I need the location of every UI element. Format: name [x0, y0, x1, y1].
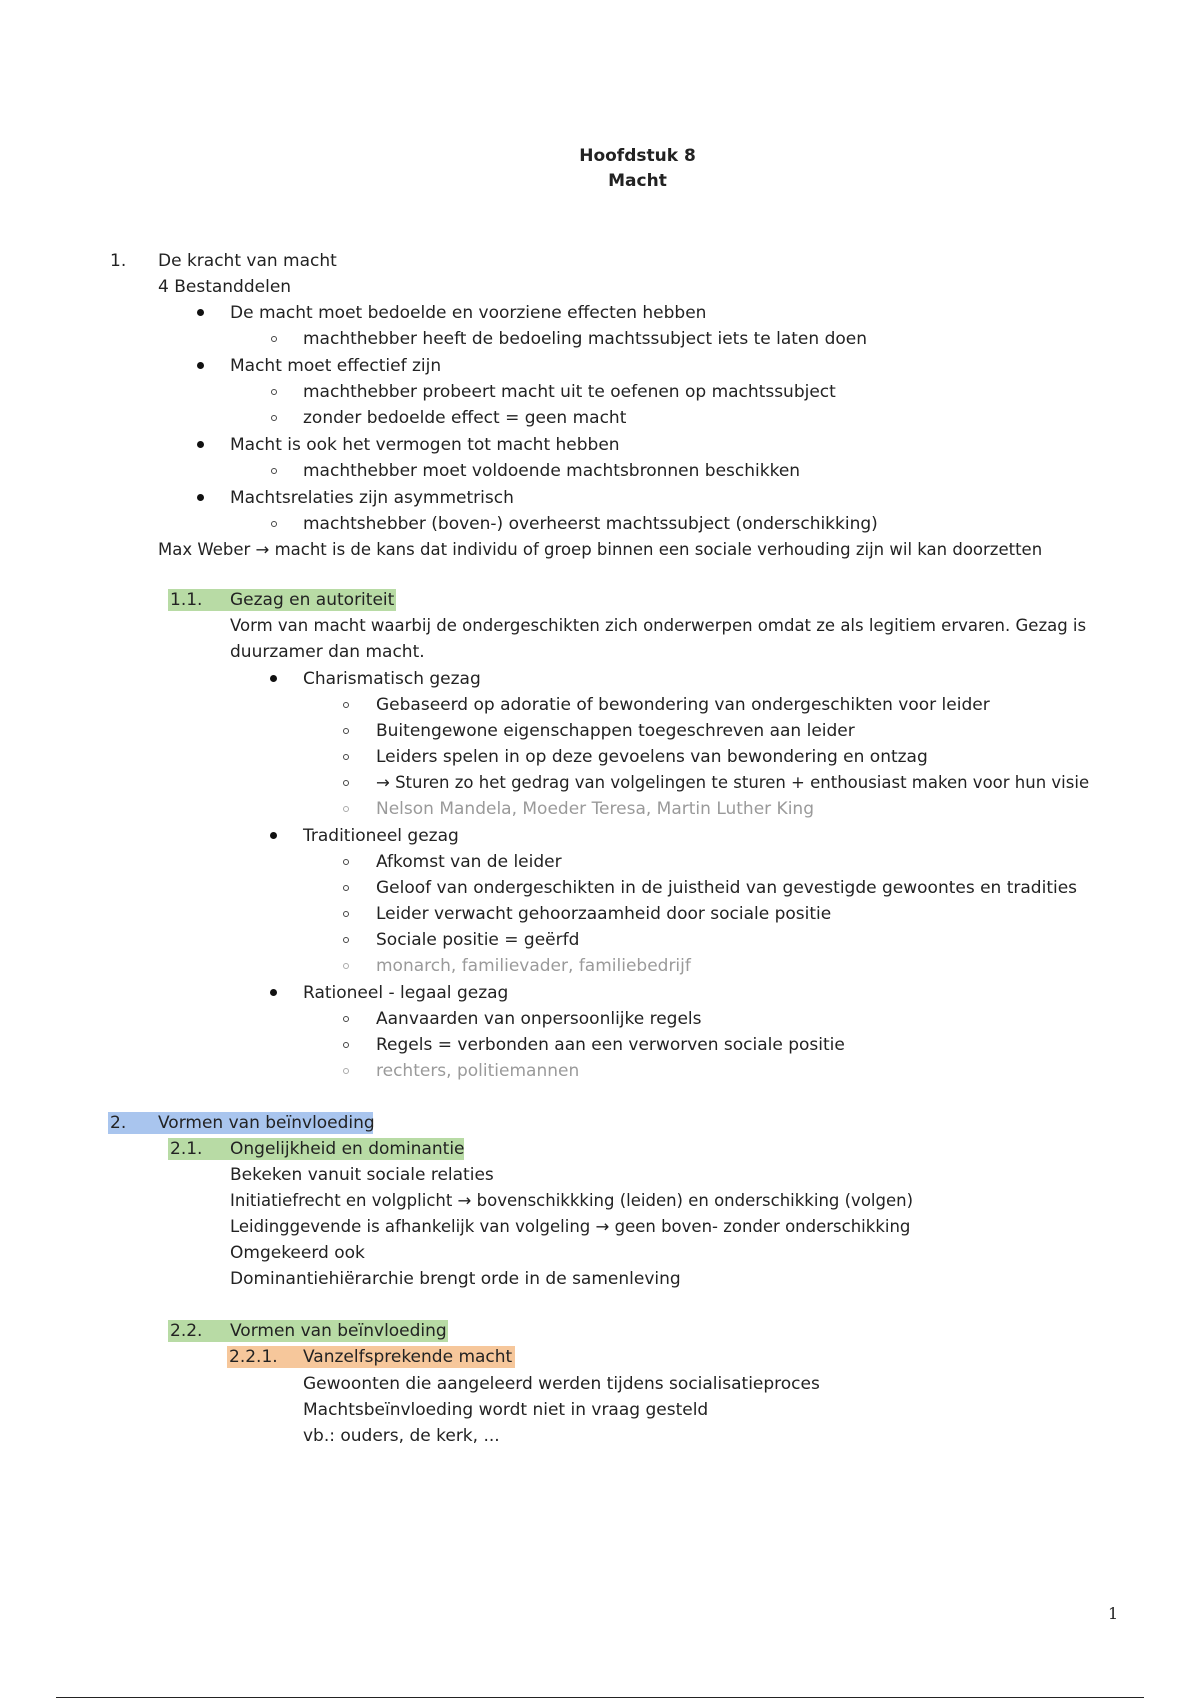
list-item: Charismatisch gezag: [303, 669, 481, 689]
section-2-highlight: [108, 1112, 373, 1134]
list-item: Machtsrelaties zijn asymmetrisch: [230, 488, 514, 508]
section-2-heading: Vormen van beïnvloeding: [158, 1113, 375, 1133]
section-2-2-highlight: [168, 1320, 448, 1342]
circle-bullet-icon: [271, 389, 277, 395]
bullet-icon: [270, 832, 277, 839]
list-item: Buitengewone eigenschappen toegeschreven aan leider: [376, 721, 855, 741]
paragraph-line: Leidinggevende is afhankelijk van volgeling → geen boven- zonder onderschikking: [230, 1217, 911, 1236]
section-2-1-number: 2.1.: [170, 1139, 203, 1159]
circle-bullet-icon: [343, 1068, 349, 1074]
list-item: machthebber probeert macht uit te oefenen op machtssubject: [303, 382, 836, 402]
list-item: Leiders spelen in op deze gevoelens van bewondering en ontzag: [376, 747, 928, 767]
paragraph-line: Omgekeerd ook: [230, 1243, 365, 1263]
paragraph-line: Dominantiehiërarchie brengt orde in de samenleving: [230, 1269, 681, 1289]
section-2-2-1-highlight: [227, 1346, 515, 1368]
paragraph-line: Gewoonten die aangeleerd werden tijdens socialisatieproces: [303, 1374, 820, 1394]
circle-bullet-icon: [343, 1042, 349, 1048]
section-1-intro: 4 Bestanddelen: [158, 277, 292, 297]
circle-bullet-icon: [343, 806, 349, 812]
circle-bullet-icon: [343, 859, 349, 865]
list-item: machtshebber (boven-) overheerst machtssubject (onderschikking): [303, 514, 878, 534]
bullet-icon: [197, 494, 204, 501]
circle-bullet-icon: [343, 780, 349, 786]
circle-bullet-icon: [271, 468, 277, 474]
list-item: Rationeel - legaal gezag: [303, 983, 509, 1003]
circle-bullet-icon: [343, 702, 349, 708]
paragraph-line: Bekeken vanuit sociale relaties: [230, 1165, 494, 1185]
list-item: Macht is ook het vermogen tot macht hebben: [230, 435, 620, 455]
paragraph-line: Initiatiefrecht en volgplicht → bovenschikkking (leiden) en onderschikking (volgen): [230, 1191, 914, 1210]
list-item: Afkomst van de leider: [376, 852, 562, 872]
footer-divider: [56, 1697, 1144, 1698]
paragraph-line: duurzamer dan macht.: [230, 642, 425, 662]
circle-bullet-icon: [343, 1016, 349, 1022]
chapter-subtitle: Macht: [608, 171, 667, 191]
bullet-icon: [197, 362, 204, 369]
list-item: Gebaseerd op adoratie of bewondering van ondergeschikten voor leider: [376, 695, 990, 715]
bullet-icon: [270, 675, 277, 682]
section-1-1-number: 1.1.: [170, 590, 203, 610]
page-number: 1: [1108, 1604, 1119, 1623]
list-item: Macht moet effectief zijn: [230, 356, 442, 376]
circle-bullet-icon: [343, 937, 349, 943]
list-item: De macht moet bedoelde en voorziene effecten hebben: [230, 303, 707, 323]
paragraph-line: Vorm van macht waarbij de ondergeschikten zich onderwerpen omdat ze als legitiem ervaren. Gezag is: [230, 616, 1087, 635]
circle-bullet-icon: [343, 963, 349, 969]
example-item: rechters, politiemannen: [376, 1061, 580, 1081]
list-item: machthebber heeft de bedoeling machtssubject iets te laten doen: [303, 329, 867, 349]
circle-bullet-icon: [343, 754, 349, 760]
bullet-icon: [197, 309, 204, 316]
section-1-1-heading: Gezag en autoriteit: [230, 590, 395, 610]
section-2-2-heading: Vormen van beïnvloeding: [230, 1321, 447, 1341]
bullet-icon: [270, 989, 277, 996]
section-2-2-number: 2.2.: [170, 1321, 203, 1341]
list-item: Leider verwacht gehoorzaamheid door sociale positie: [376, 904, 832, 924]
section-2-2-1-number: 2.2.1.: [229, 1347, 278, 1367]
section-2-1-highlight: [168, 1138, 464, 1160]
example-item: monarch, familievader, familiebedrijf: [376, 956, 691, 976]
bullet-icon: [197, 441, 204, 448]
list-item: Aanvaarden van onpersoonlijke regels: [376, 1009, 702, 1029]
section-1-number: 1.: [110, 251, 127, 271]
list-item: → Sturen zo het gedrag van volgelingen te sturen + enthousiast maken voor hun visie: [376, 773, 1090, 792]
paragraph-line: Machtsbeïnvloeding wordt niet in vraag gesteld: [303, 1400, 709, 1420]
circle-bullet-icon: [271, 415, 277, 421]
list-item: machthebber moet voldoende machtsbronnen beschikken: [303, 461, 801, 481]
circle-bullet-icon: [343, 728, 349, 734]
weber-definition: Max Weber → macht is de kans dat individu of groep binnen een sociale verhouding zijn wil kan doorzetten: [158, 540, 1043, 559]
list-item: Sociale positie = geërfd: [376, 930, 580, 950]
list-item: Regels = verbonden aan een verworven sociale positie: [376, 1035, 845, 1055]
circle-bullet-icon: [271, 521, 277, 527]
section-1-heading: De kracht van macht: [158, 251, 337, 271]
section-2-number: 2.: [110, 1113, 127, 1133]
circle-bullet-icon: [271, 336, 277, 342]
section-2-1-heading: Ongelijkheid en dominantie: [230, 1139, 465, 1159]
list-item: Geloof van ondergeschikten in de juistheid van gevestigde gewoontes en tradities: [376, 878, 1078, 898]
circle-bullet-icon: [343, 885, 349, 891]
section-1-1-highlight: [168, 589, 396, 611]
section-2-2-1-heading: Vanzelfsprekende macht: [303, 1347, 513, 1367]
example-item: Nelson Mandela, Moeder Teresa, Martin Luther King: [376, 799, 814, 819]
circle-bullet-icon: [343, 911, 349, 917]
paragraph-line: vb.: ouders, de kerk, ...: [303, 1426, 500, 1446]
chapter-title: Hoofdstuk 8: [579, 146, 696, 166]
list-item: zonder bedoelde effect = geen macht: [303, 408, 627, 428]
list-item: Traditioneel gezag: [303, 826, 459, 846]
